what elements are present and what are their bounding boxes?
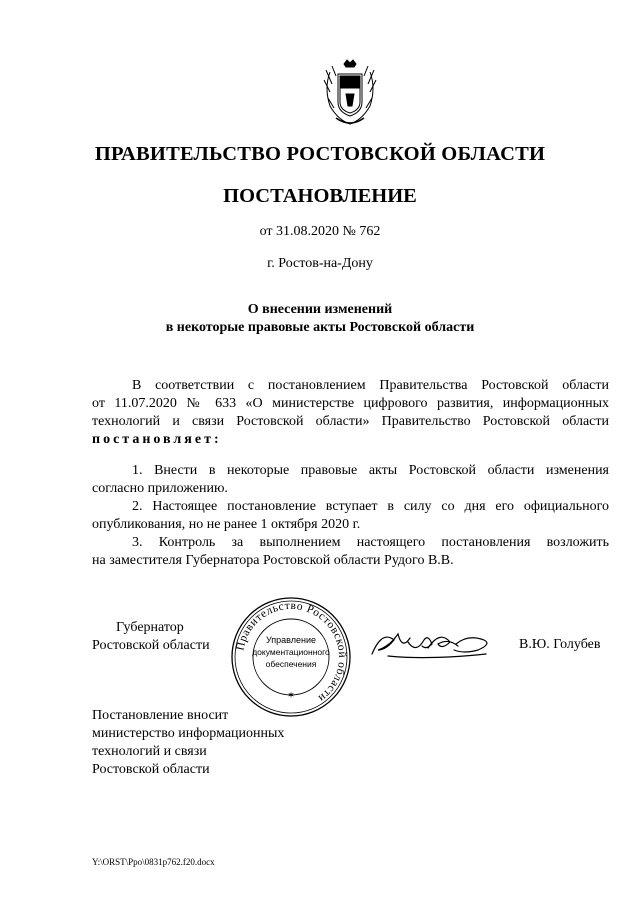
file-path: Y:\ORST\Ppo\0831p762.f20.docx: [92, 857, 215, 867]
governor-title-line: Губернатор: [116, 620, 184, 635]
handwritten-signature: [368, 620, 498, 670]
preamble-line: от 11.07.2020 № 633 «О министерстве цифрового развития, информационных: [92, 396, 609, 411]
introduced-by-line: технологий и связи: [92, 744, 207, 759]
subject-line: О внесении изменений: [247, 302, 393, 317]
governor-title-line: Ростовской области: [92, 638, 210, 653]
preamble-paragraph: [92, 377, 609, 449]
governor-title: [92, 619, 210, 655]
governor-name: В.Ю. Голубев: [519, 637, 601, 652]
seal-inner-line: документационного: [252, 647, 330, 657]
official-seal: [229, 595, 353, 719]
seal-outer-text: Правительство Ростовской области: [234, 599, 349, 705]
introduced-by-line: министерство информационных: [92, 726, 285, 741]
document-date-number: от 31.08.2020 № 762: [259, 224, 381, 239]
document-city: г. Ростов-на-Дону: [267, 256, 373, 271]
introduced-by-line: Ростовской области: [92, 762, 210, 777]
organization-title: ПРАВИТЕЛЬСТВО РОСТОВСКОЙ ОБЛАСТИ: [94, 143, 546, 165]
coat-of-arms-emblem: [318, 58, 382, 128]
decree-item: [92, 498, 609, 534]
introduced-by-block: [92, 707, 284, 779]
item-line: 3. Контроль за выполнением настоящего постановления возложить: [132, 535, 609, 550]
decree-item: [92, 462, 609, 498]
decree-item: [92, 534, 609, 570]
introduced-by-line: Постановление вносит: [92, 708, 229, 723]
seal-inner-line: обеспечения: [265, 659, 317, 669]
document-type: ПОСТАНОВЛЕНИЕ: [223, 185, 417, 207]
seal-inner-line: Управление: [265, 635, 317, 645]
item-line: опубликования, но не ранее 1 октября 2020 г.: [92, 517, 361, 532]
preamble-line: В соответствии с постановлением Правительства Ростовской области: [132, 378, 609, 393]
preamble-line: технологий и связи Ростовской области» Правительство Ростовской области: [92, 414, 609, 429]
document-subject: [0, 301, 640, 337]
subject-line: в некоторые правовые акты Ростовской области: [165, 320, 475, 335]
item-line: согласно приложению.: [92, 481, 228, 496]
decree-word: постановляет:: [92, 432, 222, 447]
item-line: 2. Настоящее постановление вступает в силу со дня его официального: [132, 499, 609, 514]
svg-text:✶: ✶: [287, 691, 295, 701]
item-line: 1. Внести в некоторые правовые акты Ростовской области изменения: [132, 463, 609, 478]
item-line: на заместителя Губернатора Ростовской области Рудого В.В.: [92, 553, 454, 568]
